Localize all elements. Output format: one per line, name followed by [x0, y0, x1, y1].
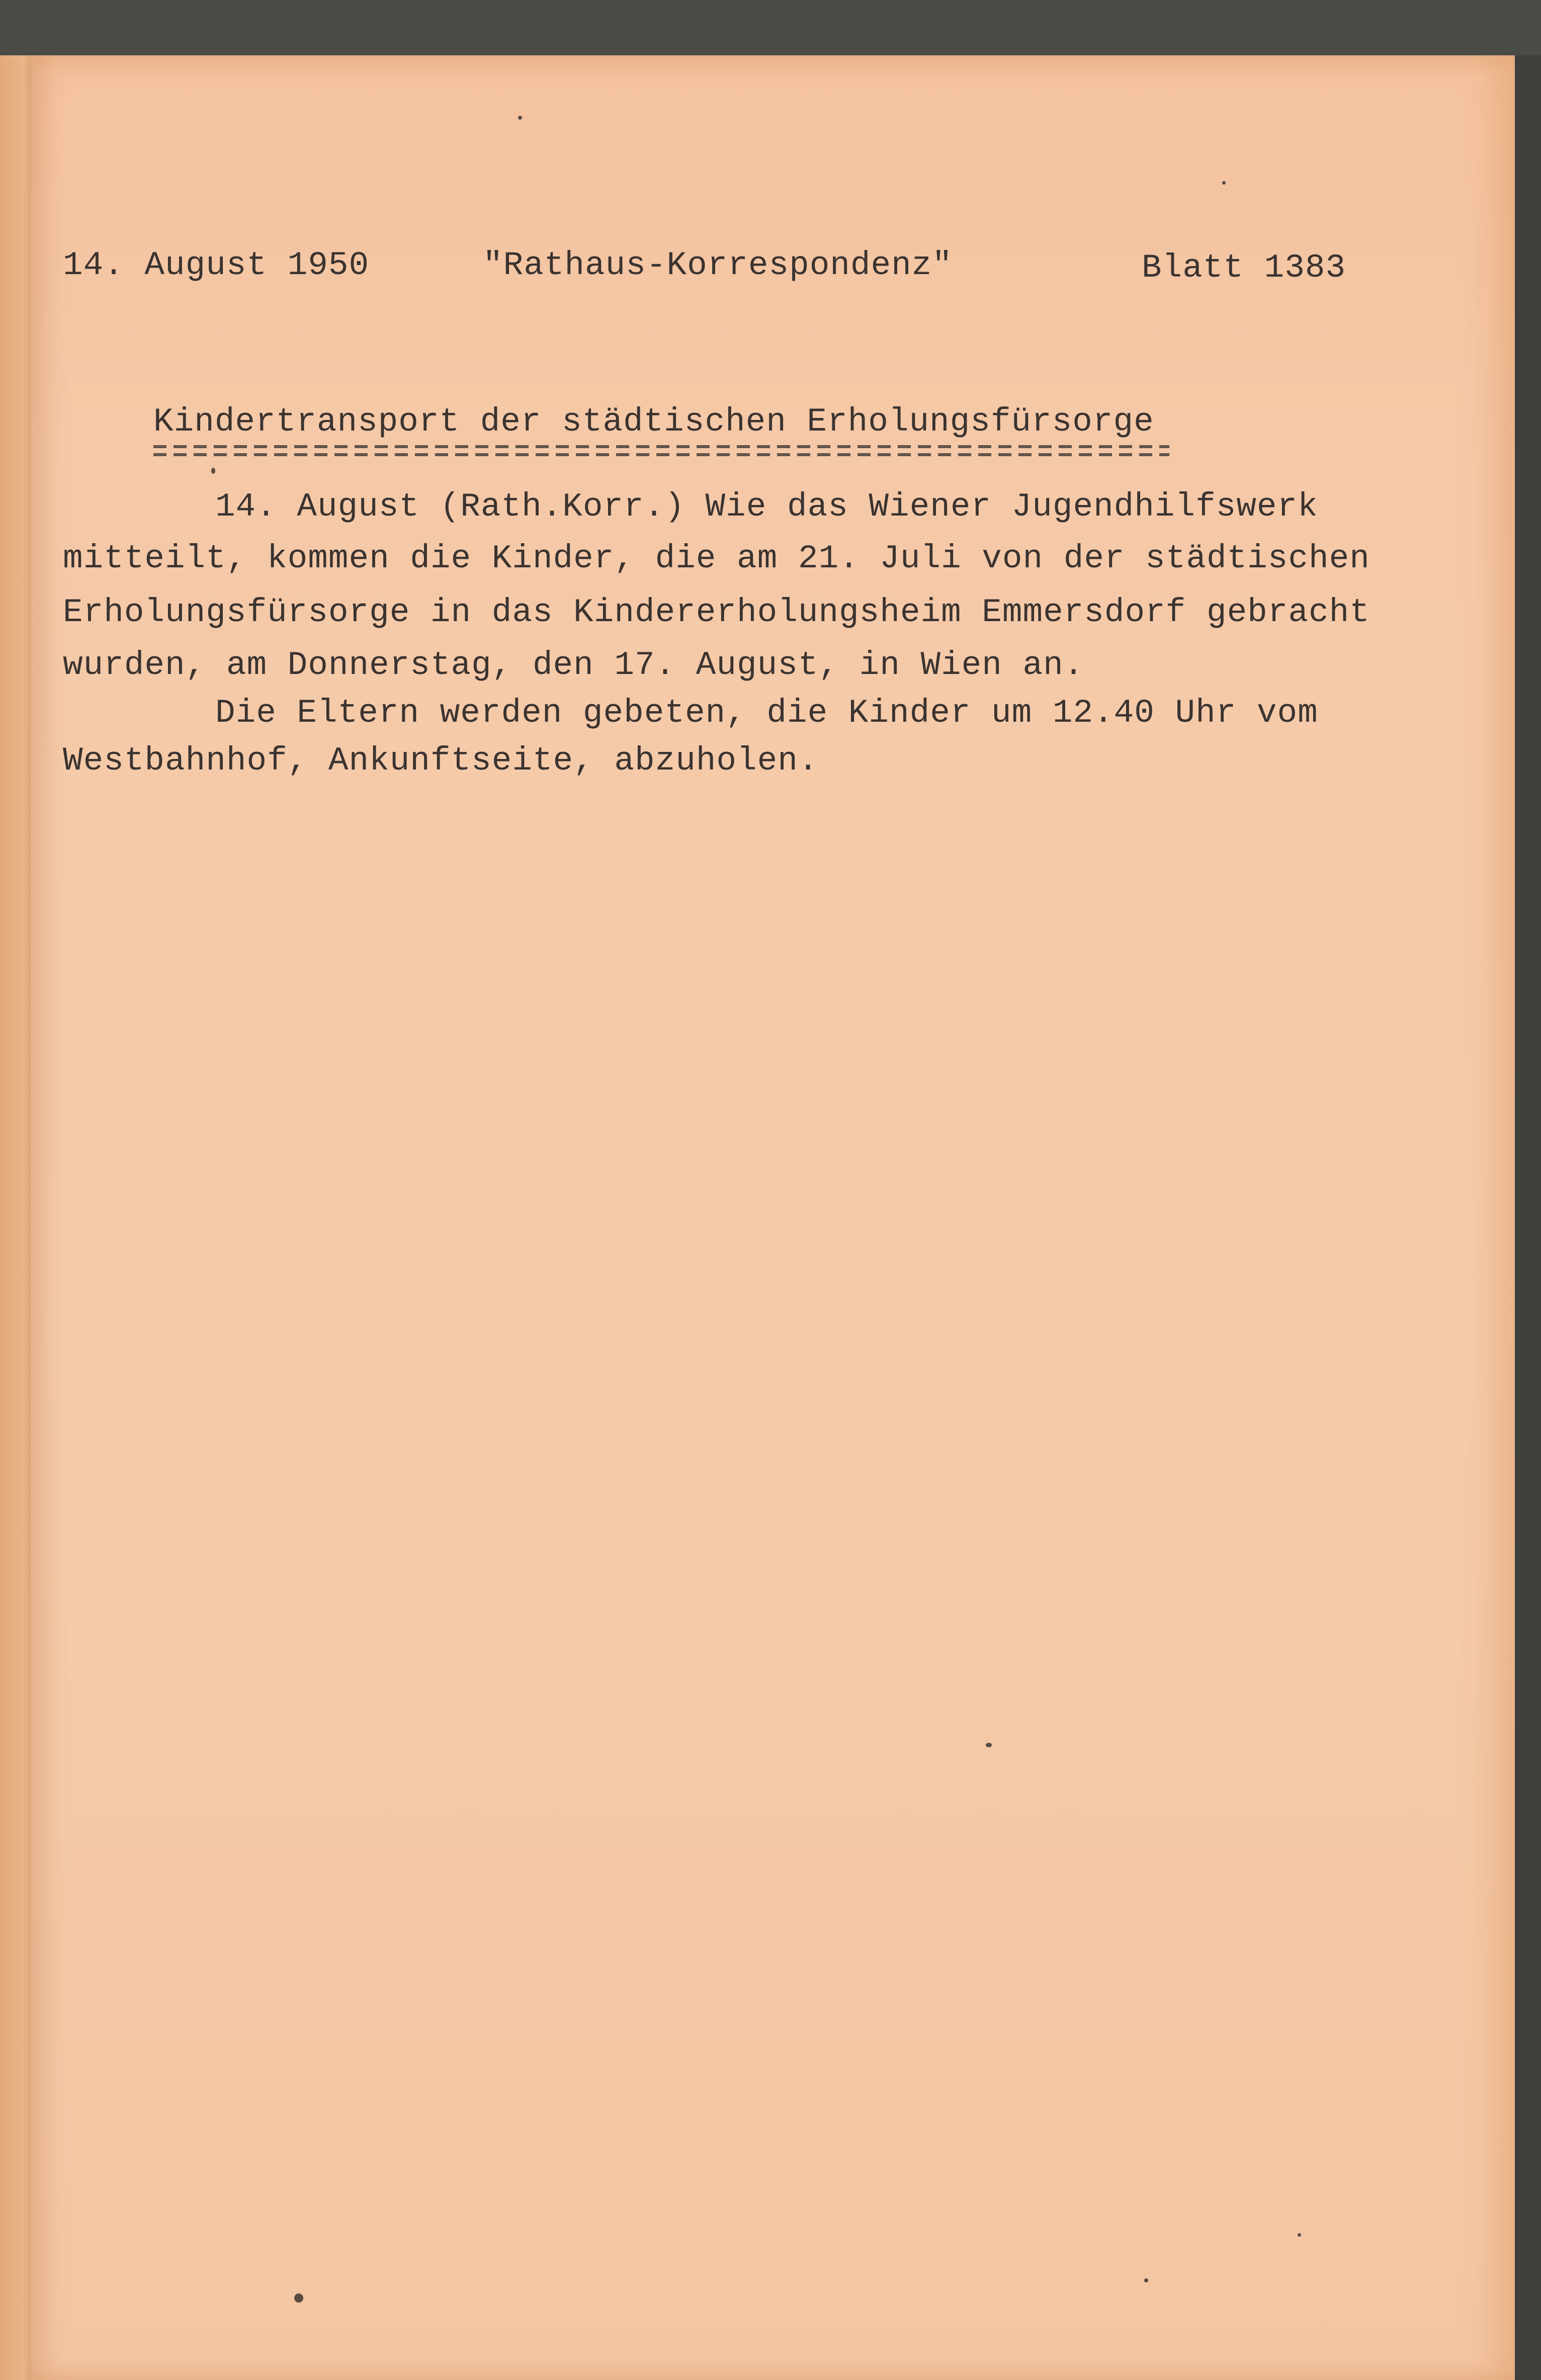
paper-speck — [1144, 2278, 1148, 2282]
header-publication: "Rathaus-Korrespondenz" — [483, 246, 953, 284]
paragraph-line: 14. August (Rath.Korr.) Wie das Wiener Jugendhilfswerk — [215, 488, 1318, 526]
paper-speck — [211, 468, 215, 474]
paper-speck — [986, 1743, 992, 1747]
paragraph-line: wurden, am Donnerstag, den 17. August, in Wien an. — [63, 646, 1084, 684]
paragraph-line: Westbahnhof, Ankunftseite, abzuholen. — [63, 742, 819, 780]
paragraph-line: mitteilt, kommen die Kinder, die am 21. Juli von der städtischen — [63, 540, 1370, 577]
header-date: 14. August 1950 — [63, 246, 370, 284]
paragraph-line: Erholungsfürsorge in das Kindererholungsheim Emmersdorf gebracht — [63, 593, 1370, 631]
headline-double-underline — [153, 445, 1169, 456]
paper-speck — [518, 116, 522, 120]
paper-speck — [1222, 181, 1226, 185]
article-headline: Kindertransport der städtischen Erholungsfürsorge — [153, 403, 1154, 441]
scan-background-strip — [1515, 55, 1541, 2380]
paper-speck — [1298, 2233, 1301, 2237]
paper-speck — [294, 2293, 303, 2303]
paragraph-line: Die Eltern werden gebeten, die Kinder um 12.40 Uhr vom — [215, 694, 1318, 732]
header-sheet-number: Blatt 1383 — [1142, 249, 1346, 287]
